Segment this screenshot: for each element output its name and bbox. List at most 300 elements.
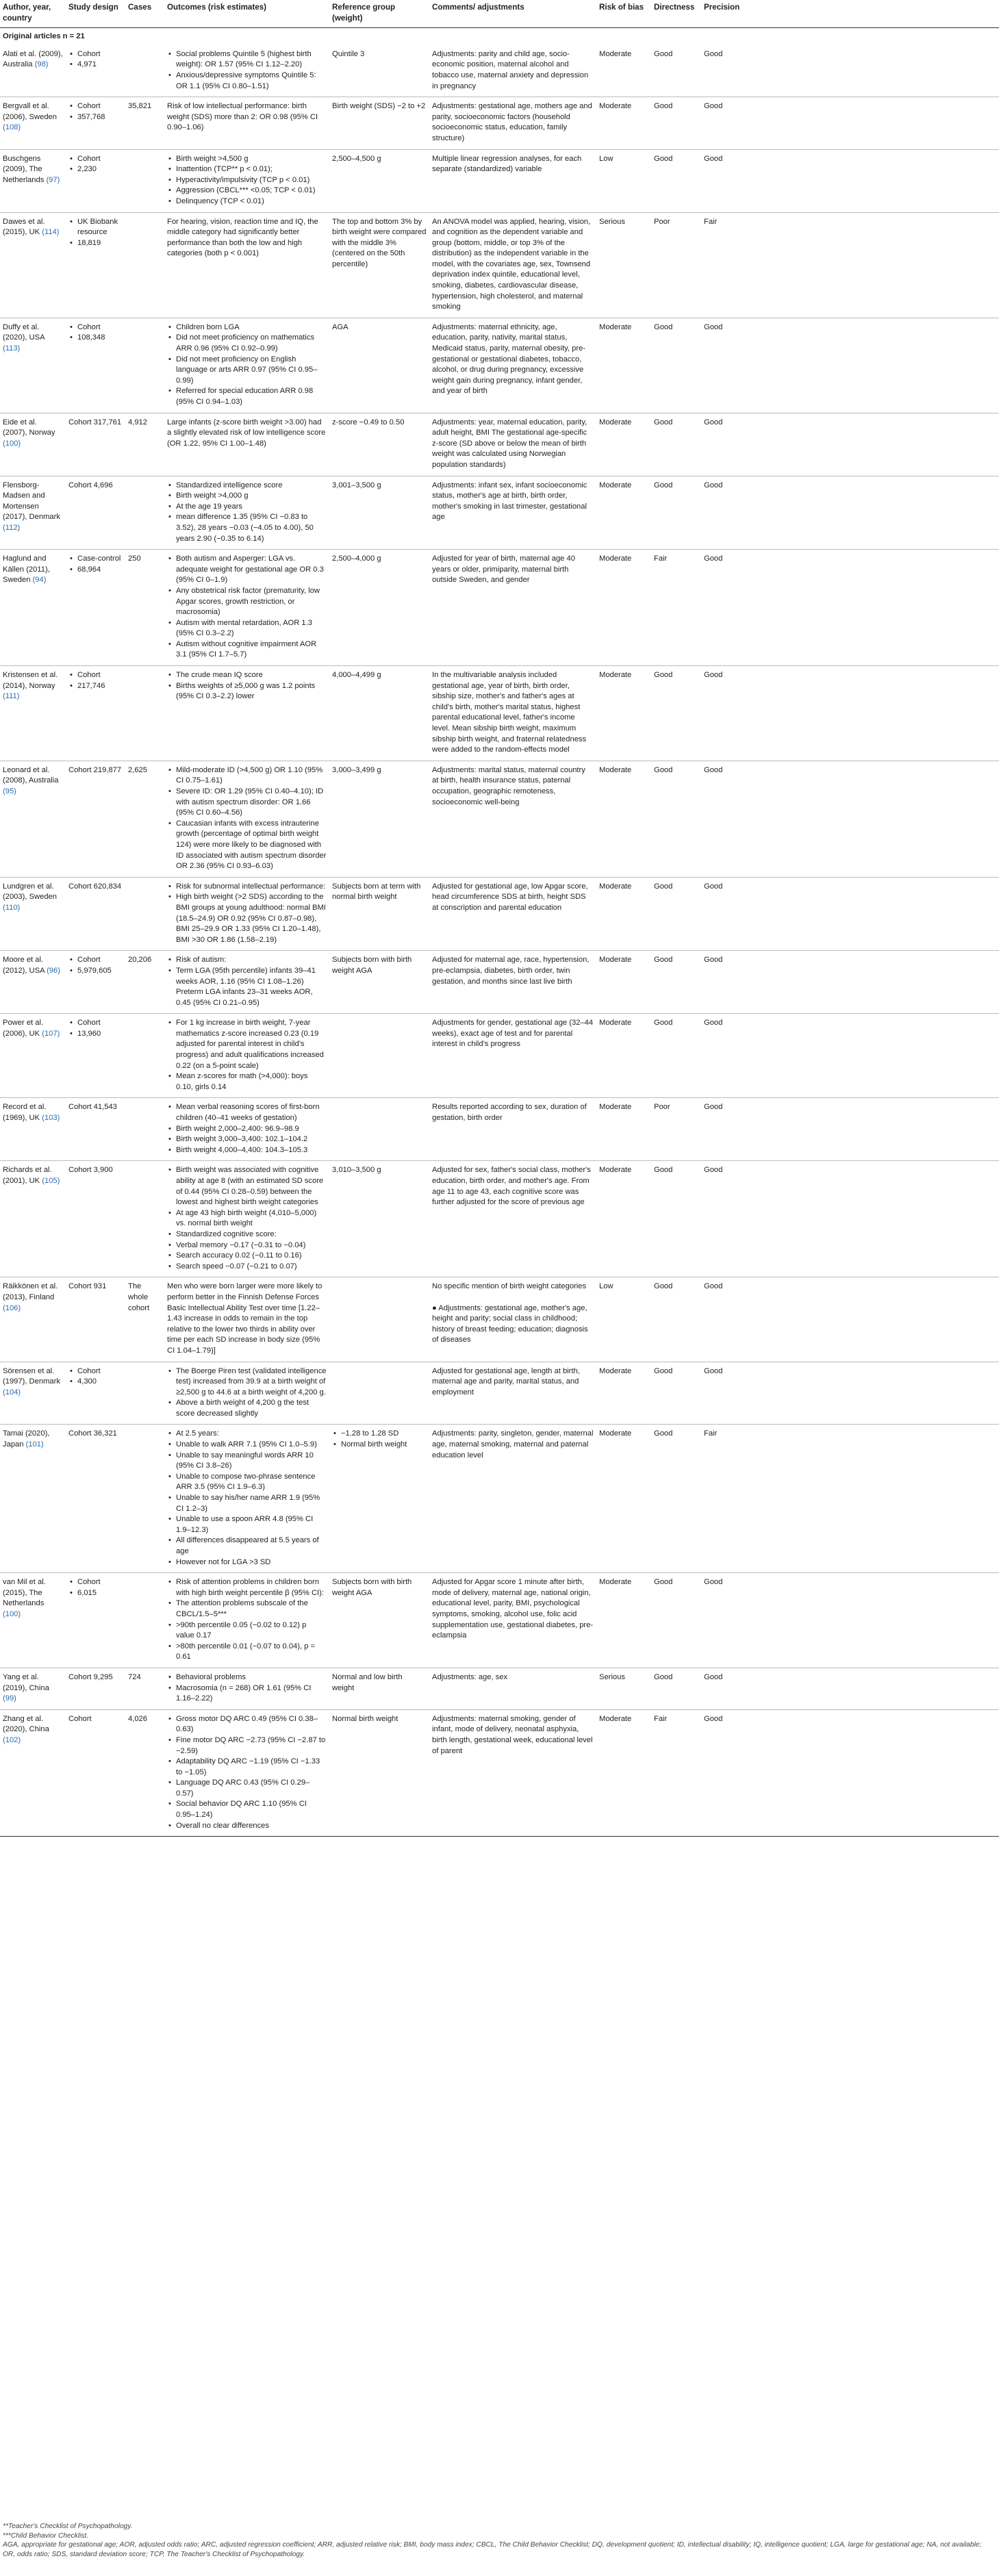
cell-risk-of-bias: Moderate (596, 1014, 651, 1098)
table-row (0, 212, 999, 318)
table-row (0, 1161, 999, 1277)
citation-ref: (110) (3, 903, 21, 912)
cell-outcomes-item: • Unable to say his/her name ARR 1.9 (95% CI 1.2–3) (167, 1493, 327, 1514)
cell-outcomes-list (167, 1714, 327, 1832)
table-row (0, 666, 999, 761)
table-row (0, 45, 999, 97)
cell-precision: Good (701, 318, 999, 413)
col-header-outcomes: Outcomes (risk estimates) (164, 0, 329, 28)
cell-cases (125, 1425, 164, 1573)
cell-design (66, 149, 125, 212)
cell-outcomes-item: • Birth weight 3,000–3,400: 102.1–104.2 (167, 1134, 327, 1145)
cell-precision: Good (701, 97, 999, 149)
cell-risk-of-bias: Serious (596, 1668, 651, 1709)
cell-comments: Adjusted for maternal age, race, hypertension, pre-eclampsia, diabetes, birth order, twin gestation, and months since last live birth (429, 951, 596, 1014)
cell-design: Cohort 931 (66, 1277, 125, 1362)
cell-comments: No specific mention of birth weight categories ● Adjustments: gestational age, mother's age, height and parity; social class in childhood; history of breast feeding; education; diagnosis of diseases (429, 1277, 596, 1362)
cell-design-item: • Case-control (68, 554, 123, 565)
cell-author (0, 1362, 66, 1425)
cell-author (0, 1573, 66, 1668)
cell-outcomes-item: • Unable to compose two-phrase sentence ARR 3.5 (95% CI 1.9–6.3) (167, 1472, 327, 1493)
cell-author (0, 1425, 66, 1573)
table-row (0, 1573, 999, 1668)
cell-design-item: • Cohort (68, 670, 123, 681)
cell-outcomes-list (167, 554, 327, 661)
cell-risk-of-bias: Moderate (596, 318, 651, 413)
cell-reference: The top and bottom 3% by birth weight were compared with the middle 3% (centered on the 50th percentile) (329, 212, 429, 318)
cell-risk-of-bias: Serious (596, 212, 651, 318)
cell-comments: Adjustments: marital status, maternal country at birth, health insurance status, paternal occupation, geographic remoteness, socioeconomic well-being (429, 761, 596, 877)
cell-reference: Birth weight (SDS) −2 to +2 (329, 97, 429, 149)
cell-outcomes-item: • Standardized intelligence score (167, 481, 327, 492)
citation-ref: (98) (34, 60, 49, 69)
cell-comments: Multiple linear regression analyses, for each separate (standardized) variable (429, 149, 596, 212)
cell-outcomes-item: • Birth weight 2,000–2,400: 96.9–98.9 (167, 1124, 327, 1135)
table-row (0, 761, 999, 877)
cell-risk-of-bias: Moderate (596, 476, 651, 550)
author-text: Leonard et al. (2008), Australia (3, 765, 59, 785)
cell-comments: Adjusted for gestational age, low Apgar score, head circumference SDS at birth, height SDS at conscription and parental education (429, 877, 596, 951)
cell-reference: 3,001–3,500 g (329, 476, 429, 550)
cell-reference: Subjects born with birth weight AGA (329, 951, 429, 1014)
cell-outcomes-item: • Adaptability DQ ARC −1.19 (95% CI −1.33 to −1.05) (167, 1757, 327, 1778)
cell-directness: Good (651, 149, 701, 212)
cell-risk-of-bias: Low (596, 149, 651, 212)
cell-design-item: • Cohort (68, 1018, 123, 1029)
citation-ref: (111) (3, 692, 20, 701)
cell-outcomes (164, 951, 329, 1014)
cell-reference (329, 1277, 429, 1362)
cell-cases: 724 (125, 1668, 164, 1709)
cell-design-list (68, 955, 123, 976)
citation-ref: (101) (25, 1440, 44, 1449)
table-row (0, 1098, 999, 1161)
cell-directness: Fair (651, 550, 701, 666)
cell-outcomes-item: • Term LGA (95th percentile) infants 39–41 weeks AOR, 1.16 (95% CI 1.08–1.26) Preterm LGA infants 23–31 weeks AOR, 0.45 (95% CI 0.21–0.95) (167, 966, 327, 1008)
cell-outcomes: Large infants (z-score birth weight >3.00) had a slightly elevated risk of low intelligence score (OR 1.22, 95% CI 1.00–1.48) (164, 413, 329, 476)
cell-cases (125, 1362, 164, 1425)
cell-outcomes-list (167, 322, 327, 408)
cell-risk-of-bias: Moderate (596, 97, 651, 149)
cell-reference (329, 1014, 429, 1098)
cell-design-item: • 217,746 (68, 681, 123, 692)
cell-outcomes-item: • mean difference 1.35 (95% CI −0.83 to 3.52), 28 years −0.03 (−4.05 to 4.00), 50 years 2.90 (−0.35 to 6.14) (167, 512, 327, 544)
cell-comments: Adjustments: parity, singleton, gender, maternal age, maternal smoking, maternal and paternal education level (429, 1425, 596, 1573)
cell-author (0, 1668, 66, 1709)
cell-outcomes-item: • At 2.5 years: (167, 1429, 327, 1440)
cell-directness: Poor (651, 212, 701, 318)
cell-comments: Adjusted for Apgar score 1 minute after birth, mode of delivery, maternal age, national origin, educational level, parity, BMI, psychological symptoms, smoking, alcohol use, folic acid supplementation use, gestational diabetes, pre-eclampsia (429, 1573, 596, 1668)
cell-risk-of-bias: Moderate (596, 761, 651, 877)
citation-ref: (112) (3, 523, 21, 532)
cell-design-list (68, 670, 123, 691)
cell-directness: Good (651, 1573, 701, 1668)
cell-outcomes-item: • Hyperactivity/impulsivity (TCP p < 0.01) (167, 175, 327, 186)
cell-outcomes (164, 1014, 329, 1098)
cell-outcomes (164, 666, 329, 761)
cell-outcomes-item: • Mean z-scores for math (>4,000): boys 0.10, girls 0.14 (167, 1071, 327, 1093)
cell-author (0, 877, 66, 951)
col-header-design: Study design (66, 0, 125, 28)
cell-outcomes-item: • Referred for special education ARR 0.98 (95% CI 0.94–1.03) (167, 386, 327, 407)
cell-directness: Good (651, 1277, 701, 1362)
author-text: Power et al. (2006), UK (3, 1019, 44, 1038)
cell-design-item: • Cohort (68, 322, 123, 333)
cell-outcomes-item: • Birth weight >4,000 g (167, 491, 327, 502)
cell-design-list (68, 217, 123, 249)
cell-cases (125, 149, 164, 212)
author-text: Haglund and Källen (2011), Sweden (3, 554, 50, 585)
cell-outcomes-item: • Fine motor DQ ARC −2.73 (95% CI −2.87 to −2.59) (167, 1735, 327, 1757)
cell-outcomes (164, 761, 329, 877)
author-text: Kristensen et al. (2014), Norway (3, 671, 58, 690)
cell-outcomes-item: • At the age 19 years (167, 502, 327, 513)
cell-design-list (68, 49, 123, 71)
cell-outcomes (164, 1425, 329, 1573)
cell-design-item: • 2,230 (68, 164, 123, 175)
cell-comments: Adjustments for gender, gestational age (32–44 weeks), exact age of test and for parental interest in child's progress (429, 1014, 596, 1098)
cell-author (0, 951, 66, 1014)
cell-reference (329, 1425, 429, 1573)
cell-outcomes-item: • >90th percentile 0.05 (−0.02 to 0.12) p value 0.17 (167, 1620, 327, 1642)
cell-design-list (68, 101, 123, 123)
cell-outcomes-item: • Births weights of ≥5,000 g was 1.2 points (95% CI 0.3–2.2) lower (167, 681, 327, 702)
cell-cases: 250 (125, 550, 164, 666)
cell-risk-of-bias: Moderate (596, 550, 651, 666)
author-text: Dawes et al. (2015), UK (3, 217, 45, 237)
cell-risk-of-bias: Moderate (596, 1161, 651, 1277)
cell-author (0, 149, 66, 212)
table-row (0, 1425, 999, 1573)
cell-cases: 4,026 (125, 1709, 164, 1837)
cell-author (0, 1709, 66, 1837)
cell-directness: Good (651, 1668, 701, 1709)
cell-outcomes-list (167, 154, 327, 207)
cell-outcomes-item: • Unable to say meaningful words ARR 10 (95% CI 3.8–26) (167, 1451, 327, 1472)
cell-comments: An ANOVA model was applied, hearing, vision, and cognition as the dependent variable and group (bottom, middle, or top 3% of the distribution) as the independent variable in the model, with the covariates age, sex, Townsend deprivation index quintile, educational level, smoking, diabetes, cardiovascular disease, hypertension, high cholesterol, and maternal smoking (429, 212, 596, 318)
cell-outcomes-item: • Search accuracy 0.02 (−0.11 to 0.16) (167, 1251, 327, 1262)
cell-precision: Good (701, 666, 999, 761)
cell-risk-of-bias: Moderate (596, 666, 651, 761)
cell-directness: Good (651, 1014, 701, 1098)
cell-design-list (68, 322, 123, 344)
cell-design (66, 550, 125, 666)
cell-outcomes-item: • Aggression (CBCL*** <0.05; TCP < 0.01) (167, 186, 327, 196)
cell-reference: 4,000–4,499 g (329, 666, 429, 761)
author-text: Buschgens (2009), The Netherlands (3, 154, 45, 184)
cell-outcomes-list (167, 1102, 327, 1156)
cell-comments: Adjustments: maternal smoking, gender of infant, mode of delivery, neonatal asphyxia, birth length, gestational week, educational level of parent (429, 1709, 596, 1837)
col-header-directness: Directness (651, 0, 701, 28)
cell-author (0, 45, 66, 97)
cell-design-item: • 108,348 (68, 333, 123, 344)
cell-outcomes-item: • Risk of attention problems in children born with high birth weight percentile β (95% CI): (167, 1577, 327, 1598)
cell-directness: Good (651, 45, 701, 97)
author-text: Tamai (2020), Japan (3, 1429, 50, 1449)
cell-design: Cohort 4,696 (66, 476, 125, 550)
cell-author (0, 476, 66, 550)
cell-design-item: • Cohort (68, 154, 123, 165)
citation-ref: (102) (3, 1735, 21, 1744)
cell-directness: Good (651, 877, 701, 951)
cell-outcomes-item: • Behavioral problems (167, 1672, 327, 1683)
cell-outcomes-item: • Did not meet proficiency on English language or arts ARR 0.97 (95% CI 0.95–0.99) (167, 355, 327, 387)
author-text: Yang et al. (2019), China (3, 1672, 49, 1692)
cell-reference (329, 1362, 429, 1425)
cell-outcomes-item: • Anxious/depressive symptoms Quintile 5: OR 1.1 (95% CI 0.80–1.51) (167, 71, 327, 92)
cell-outcomes-item: • Language DQ ARC 0.43 (95% CI 0.29–0.57) (167, 1778, 327, 1799)
cell-directness: Poor (651, 1098, 701, 1161)
cell-outcomes-list (167, 1165, 327, 1272)
cell-outcomes-item: • Caucasian infants with excess intrauterine growth (percentage of optimal birth weight 124) were more likely to be diagnosed with ID associated with autism spectrum disorder OR 2.36 (95% CI 0.93–6.03) (167, 819, 327, 872)
cell-cases (125, 1573, 164, 1668)
cell-outcomes-list (167, 49, 327, 92)
cell-precision: Fair (701, 212, 999, 318)
cell-outcomes (164, 476, 329, 550)
cell-design: Cohort 3,900 (66, 1161, 125, 1277)
cell-outcomes-list (167, 1429, 327, 1568)
cell-precision: Good (701, 45, 999, 97)
cell-outcomes-item: • Verbal memory −0.17 (−0.31 to −0.04) (167, 1240, 327, 1251)
cell-design-item: • Cohort (68, 49, 123, 60)
table-footnotes (3, 2522, 996, 2559)
cell-outcomes (164, 877, 329, 951)
cell-outcomes-item: • Social behavior DQ ARC 1.10 (95% CI 0.95–1.24) (167, 1799, 327, 1820)
cell-outcomes-item: • Delinquency (TCP < 0.01) (167, 196, 327, 207)
cell-outcomes-list (167, 882, 327, 946)
table-row (0, 877, 999, 951)
cell-author (0, 550, 66, 666)
cell-risk-of-bias: Moderate (596, 1573, 651, 1668)
cell-outcomes-list (167, 1672, 327, 1705)
citation-ref: (94) (32, 576, 47, 585)
cell-risk-of-bias: Moderate (596, 413, 651, 476)
cell-directness: Good (651, 666, 701, 761)
table-row (0, 1668, 999, 1709)
cell-reference: Normal and low birth weight (329, 1668, 429, 1709)
cell-outcomes-item: • Autism with mental retardation, AOR 1.3 (95% CI 0.3–2.2) (167, 618, 327, 639)
table-row (0, 149, 999, 212)
cell-directness: Good (651, 761, 701, 877)
cell-design (66, 1362, 125, 1425)
cell-author (0, 1277, 66, 1362)
cell-risk-of-bias: Moderate (596, 1098, 651, 1161)
cell-precision: Good (701, 1014, 999, 1098)
cell-cases (125, 1098, 164, 1161)
author-text: Duffy et al. (2020), USA (3, 322, 45, 342)
cell-outcomes (164, 149, 329, 212)
cell-design-item: • 13,960 (68, 1029, 123, 1040)
cell-comments: Adjustments: year, maternal education, parity, adult height, BMI The gestational age-specific z-score (SD above or below the mean of birth weight was calculated using Norwegian population standards) (429, 413, 596, 476)
cell-directness: Good (651, 318, 701, 413)
cell-reference: 3,010–3,500 g (329, 1161, 429, 1277)
cell-directness: Good (651, 951, 701, 1014)
citation-ref: (99) (3, 1694, 16, 1703)
cell-directness: Fair (651, 1709, 701, 1837)
cell-reference: 3,000–3,499 g (329, 761, 429, 877)
cell-reference: Quintile 3 (329, 45, 429, 97)
author-text: Alati et al. (2009), Australia (3, 49, 63, 69)
footnote: ***Child Behavior Checklist. (3, 2532, 89, 2540)
cell-outcomes-item: • Any obstetrical risk factor (prematurity, low Apgar scores, growth restriction, or macrosomia) (167, 586, 327, 618)
cell-outcomes-list (167, 765, 327, 872)
cell-outcomes-item: • The Boerge Piren test (validated intelligence test) increased from 39.9 at a birth weight of ≥2,500 g to 44.6 at a birth weight of 4,200 g. (167, 1366, 327, 1399)
table-row (0, 318, 999, 413)
cell-directness: Good (651, 476, 701, 550)
cell-precision: Good (701, 951, 999, 1014)
cell-outcomes-item: • Search speed −0.07 (−0.21 to 0.07) (167, 1262, 327, 1273)
cell-cases: The whole cohort (125, 1277, 164, 1362)
cell-author (0, 666, 66, 761)
cell-cases: 20,206 (125, 951, 164, 1014)
author-text: Lundgren et al. (2003), Sweden (3, 882, 57, 902)
cell-outcomes-item: • Did not meet proficiency on mathematics ARR 0.96 (95% CI 0.92–0.99) (167, 333, 327, 354)
cell-reference: Normal birth weight (329, 1709, 429, 1837)
cell-cases (125, 476, 164, 550)
cell-outcomes-item: • Above a birth weight of 4,200 g the test score decreased slightly (167, 1398, 327, 1419)
cell-directness: Good (651, 1161, 701, 1277)
cell-outcomes-item: • The attention problems subscale of the CBCL/1.5–5*** (167, 1598, 327, 1620)
citation-ref: (106) (3, 1303, 21, 1312)
cell-outcomes-list (167, 1018, 327, 1093)
citation-ref: (104) (3, 1388, 21, 1397)
citation-ref: (96) (47, 966, 60, 975)
cell-outcomes: Risk of low intellectual performance: birth weight (SDS) more than 2: OR 0.98 (95% CI 0.90–1.06) (164, 97, 329, 149)
author-text: Richards et al. (2001), UK (3, 1166, 52, 1185)
author-text: Eide et al. (2007), Norway (3, 418, 55, 437)
cell-design: Cohort 620,834 (66, 877, 125, 951)
cell-author (0, 1098, 66, 1161)
cell-precision: Good (701, 413, 999, 476)
cell-risk-of-bias: Low (596, 1277, 651, 1362)
cell-risk-of-bias: Moderate (596, 877, 651, 951)
cell-design-item: • Cohort (68, 101, 123, 112)
cell-design-item: • 18,819 (68, 238, 123, 249)
cell-design: Cohort 219,877 (66, 761, 125, 877)
table-header-row (0, 0, 999, 28)
cell-design (66, 212, 125, 318)
col-header-comments: Comments/ adjustments (429, 0, 596, 28)
cell-precision: Good (701, 877, 999, 951)
cell-author (0, 212, 66, 318)
col-header-cases: Cases (125, 0, 164, 28)
cell-design-list (68, 1366, 123, 1388)
section-label: Original articles n = 21 (3, 32, 85, 41)
author-text: Flensborg-Madsen and Mortensen (2017), Denmark (3, 481, 60, 522)
author-text: van Mil et al. (2015), The Netherlands (3, 1578, 46, 1608)
cell-outcomes (164, 1161, 329, 1277)
cell-author (0, 413, 66, 476)
cell-precision: Good (701, 761, 999, 877)
table-row (0, 1277, 999, 1362)
cell-outcomes-item: • Overall no clear differences (167, 1821, 327, 1832)
cell-reference (329, 1098, 429, 1161)
cell-design-item: • 4,300 (68, 1377, 123, 1388)
cell-reference-list (332, 1429, 427, 1450)
cell-comments: Adjustments: infant sex, infant socioeconomic status, mother's age at birth, birth order, mother's smoking in last trimester, gestational age (429, 476, 596, 550)
citation-ref: (107) (42, 1029, 60, 1038)
cell-outcomes-item: • >80th percentile 0.01 (−0.07 to 0.04), p = 0.61 (167, 1642, 327, 1663)
table-row (0, 550, 999, 666)
cell-precision: Fair (701, 1425, 999, 1573)
cell-outcomes-item: • Birth weight >4,500 g (167, 154, 327, 165)
citation-ref: (95) (3, 787, 16, 795)
table-row (0, 476, 999, 550)
cell-design-item: • 6,015 (68, 1588, 123, 1599)
cell-comments: Adjustments: maternal ethnicity, age, education, parity, nativity, marital status, Medicaid status, parity, maternal obesity, pre-gestational or gestational diabetes, tobacco, alcohol, or drug during pregnancy, excessive weight gain during pregnancy, infant gender, and year of birth (429, 318, 596, 413)
cell-outcomes (164, 1573, 329, 1668)
cell-design (66, 318, 125, 413)
cell-outcomes-item: • Standardized cognitive score: (167, 1229, 327, 1240)
cell-outcomes-item: • Risk of autism: (167, 955, 327, 966)
cell-outcomes-item: • Birth weight was associated with cognitive ability at age 8 (with an estimated SD score of 0.44 (95% CI 0.28–0.59) between the lowest and highest birth weight categories (167, 1165, 327, 1208)
table-row (0, 413, 999, 476)
cell-outcomes-item: • Autism without cognitive impairment AOR 3.1 (95% CI 1.7–5.7) (167, 639, 327, 661)
cell-risk-of-bias: Moderate (596, 1362, 651, 1425)
citation-ref: (97) (46, 175, 60, 184)
cell-outcomes-item: • Unable to use a spoon ARR 4.8 (95% CI 1.9–12.3) (167, 1514, 327, 1535)
cell-outcomes-item: • At age 43 high birth weight (4,010–5,000) vs. normal birth weight (167, 1208, 327, 1229)
cell-cases (125, 1161, 164, 1277)
cell-design-item: • Cohort (68, 1577, 123, 1588)
cell-outcomes-item: • Social problems Quintile 5 (highest birth weight): OR 1.57 (95% CI 1.12–2.20) (167, 49, 327, 71)
cell-outcomes: Men who were born larger were more likely to perform better in the Finnish Defense Forces Basic Intellectual Ability Test over time [1.22–1.43 increase in odds to remain in the top relative to the lower two thirds in ability over time per each SD increase in body size (95% CI 1.04–1.79)] (164, 1277, 329, 1362)
cell-directness: Good (651, 1362, 701, 1425)
cell-outcomes-item: • Children born LGA (167, 322, 327, 333)
cell-comments: Adjusted for year of birth, maternal age 40 years or older, primiparity, maternal birth outside Sweden, and gender (429, 550, 596, 666)
cell-cases: 4,912 (125, 413, 164, 476)
cell-comments: Results reported according to sex, duration of gestation, birth order (429, 1098, 596, 1161)
cell-comments: In the multivariable analysis included gestational age, year of birth, birth order, sibship size, mother's and father's ages at child's birth, mother's marital status, highest parental educational level, father's income level. Mean sibship birth weight, maximum sibship birth weight, and fraternal relatedness were added to the random-effects model (429, 666, 596, 761)
cell-outcomes-list (167, 481, 327, 545)
citation-ref: (114) (42, 228, 60, 237)
cell-risk-of-bias: Moderate (596, 1709, 651, 1837)
cell-outcomes-list (167, 670, 327, 702)
col-header-author: Author, year, country (0, 0, 66, 28)
cell-outcomes (164, 1098, 329, 1161)
cell-outcomes-item: • Severe ID: OR 1.29 (95% CI 0.40–4.10); ID with autism spectrum disorder: OR 1.66 (95% CI 0.60–4.56) (167, 787, 327, 819)
table-row (0, 951, 999, 1014)
cell-outcomes (164, 45, 329, 97)
cell-design-item: • UK Biobank resource (68, 217, 123, 238)
cell-cases (125, 212, 164, 318)
cell-outcomes-item: • Unable to walk ARR 7.1 (95% CI 1.0–5.9) (167, 1440, 327, 1451)
citation-ref: (113) (3, 344, 21, 353)
cell-design: Cohort 9,295 (66, 1668, 125, 1709)
cell-reference-item: • Normal birth weight (332, 1440, 427, 1451)
cell-precision: Good (701, 149, 999, 212)
cell-reference: AGA (329, 318, 429, 413)
cell-directness: Good (651, 97, 701, 149)
cell-outcomes-list (167, 1577, 327, 1663)
cell-precision: Good (701, 550, 999, 666)
cell-outcomes (164, 1362, 329, 1425)
cell-outcomes (164, 318, 329, 413)
cell-outcomes-list (167, 955, 327, 1008)
cell-comments: Adjustments: gestational age, mothers age and parity, socioeconomic factors (household socioeconomic status, education, family structure) (429, 97, 596, 149)
cell-design (66, 1573, 125, 1668)
cell-outcomes-list (167, 1366, 327, 1420)
footnote: AGA, appropriate for gestational age; AOR, adjusted odds ratio; ARC, adjusted regression coefficient; ARR, adjusted relative risk; BMI, body mass index; CBCL, The Child Behavior Checklist; DQ, development quotient; ID, intellectual disability; IQ, intelligence quotient; LGA, large for gestational age; NA, not available; OR, odds ratio; SDS, standard deviation score; TCP, The Teacher's Checklist of Psychopathology. (3, 2541, 982, 2558)
cell-design (66, 666, 125, 761)
author-text: Sörensen et al. (1997), Denmark (3, 1366, 60, 1386)
cell-design-item: • 4,971 (68, 60, 123, 71)
cell-outcomes-item: • Mean verbal reasoning scores of first-born children (40–41 weeks of gestation) (167, 1102, 327, 1123)
col-header-reference: Reference group (weight) (329, 0, 429, 28)
citation-ref: (105) (42, 1177, 60, 1185)
cell-reference: z-score −0.49 to 0.50 (329, 413, 429, 476)
cell-comments: Adjustments: age, sex (429, 1668, 596, 1709)
